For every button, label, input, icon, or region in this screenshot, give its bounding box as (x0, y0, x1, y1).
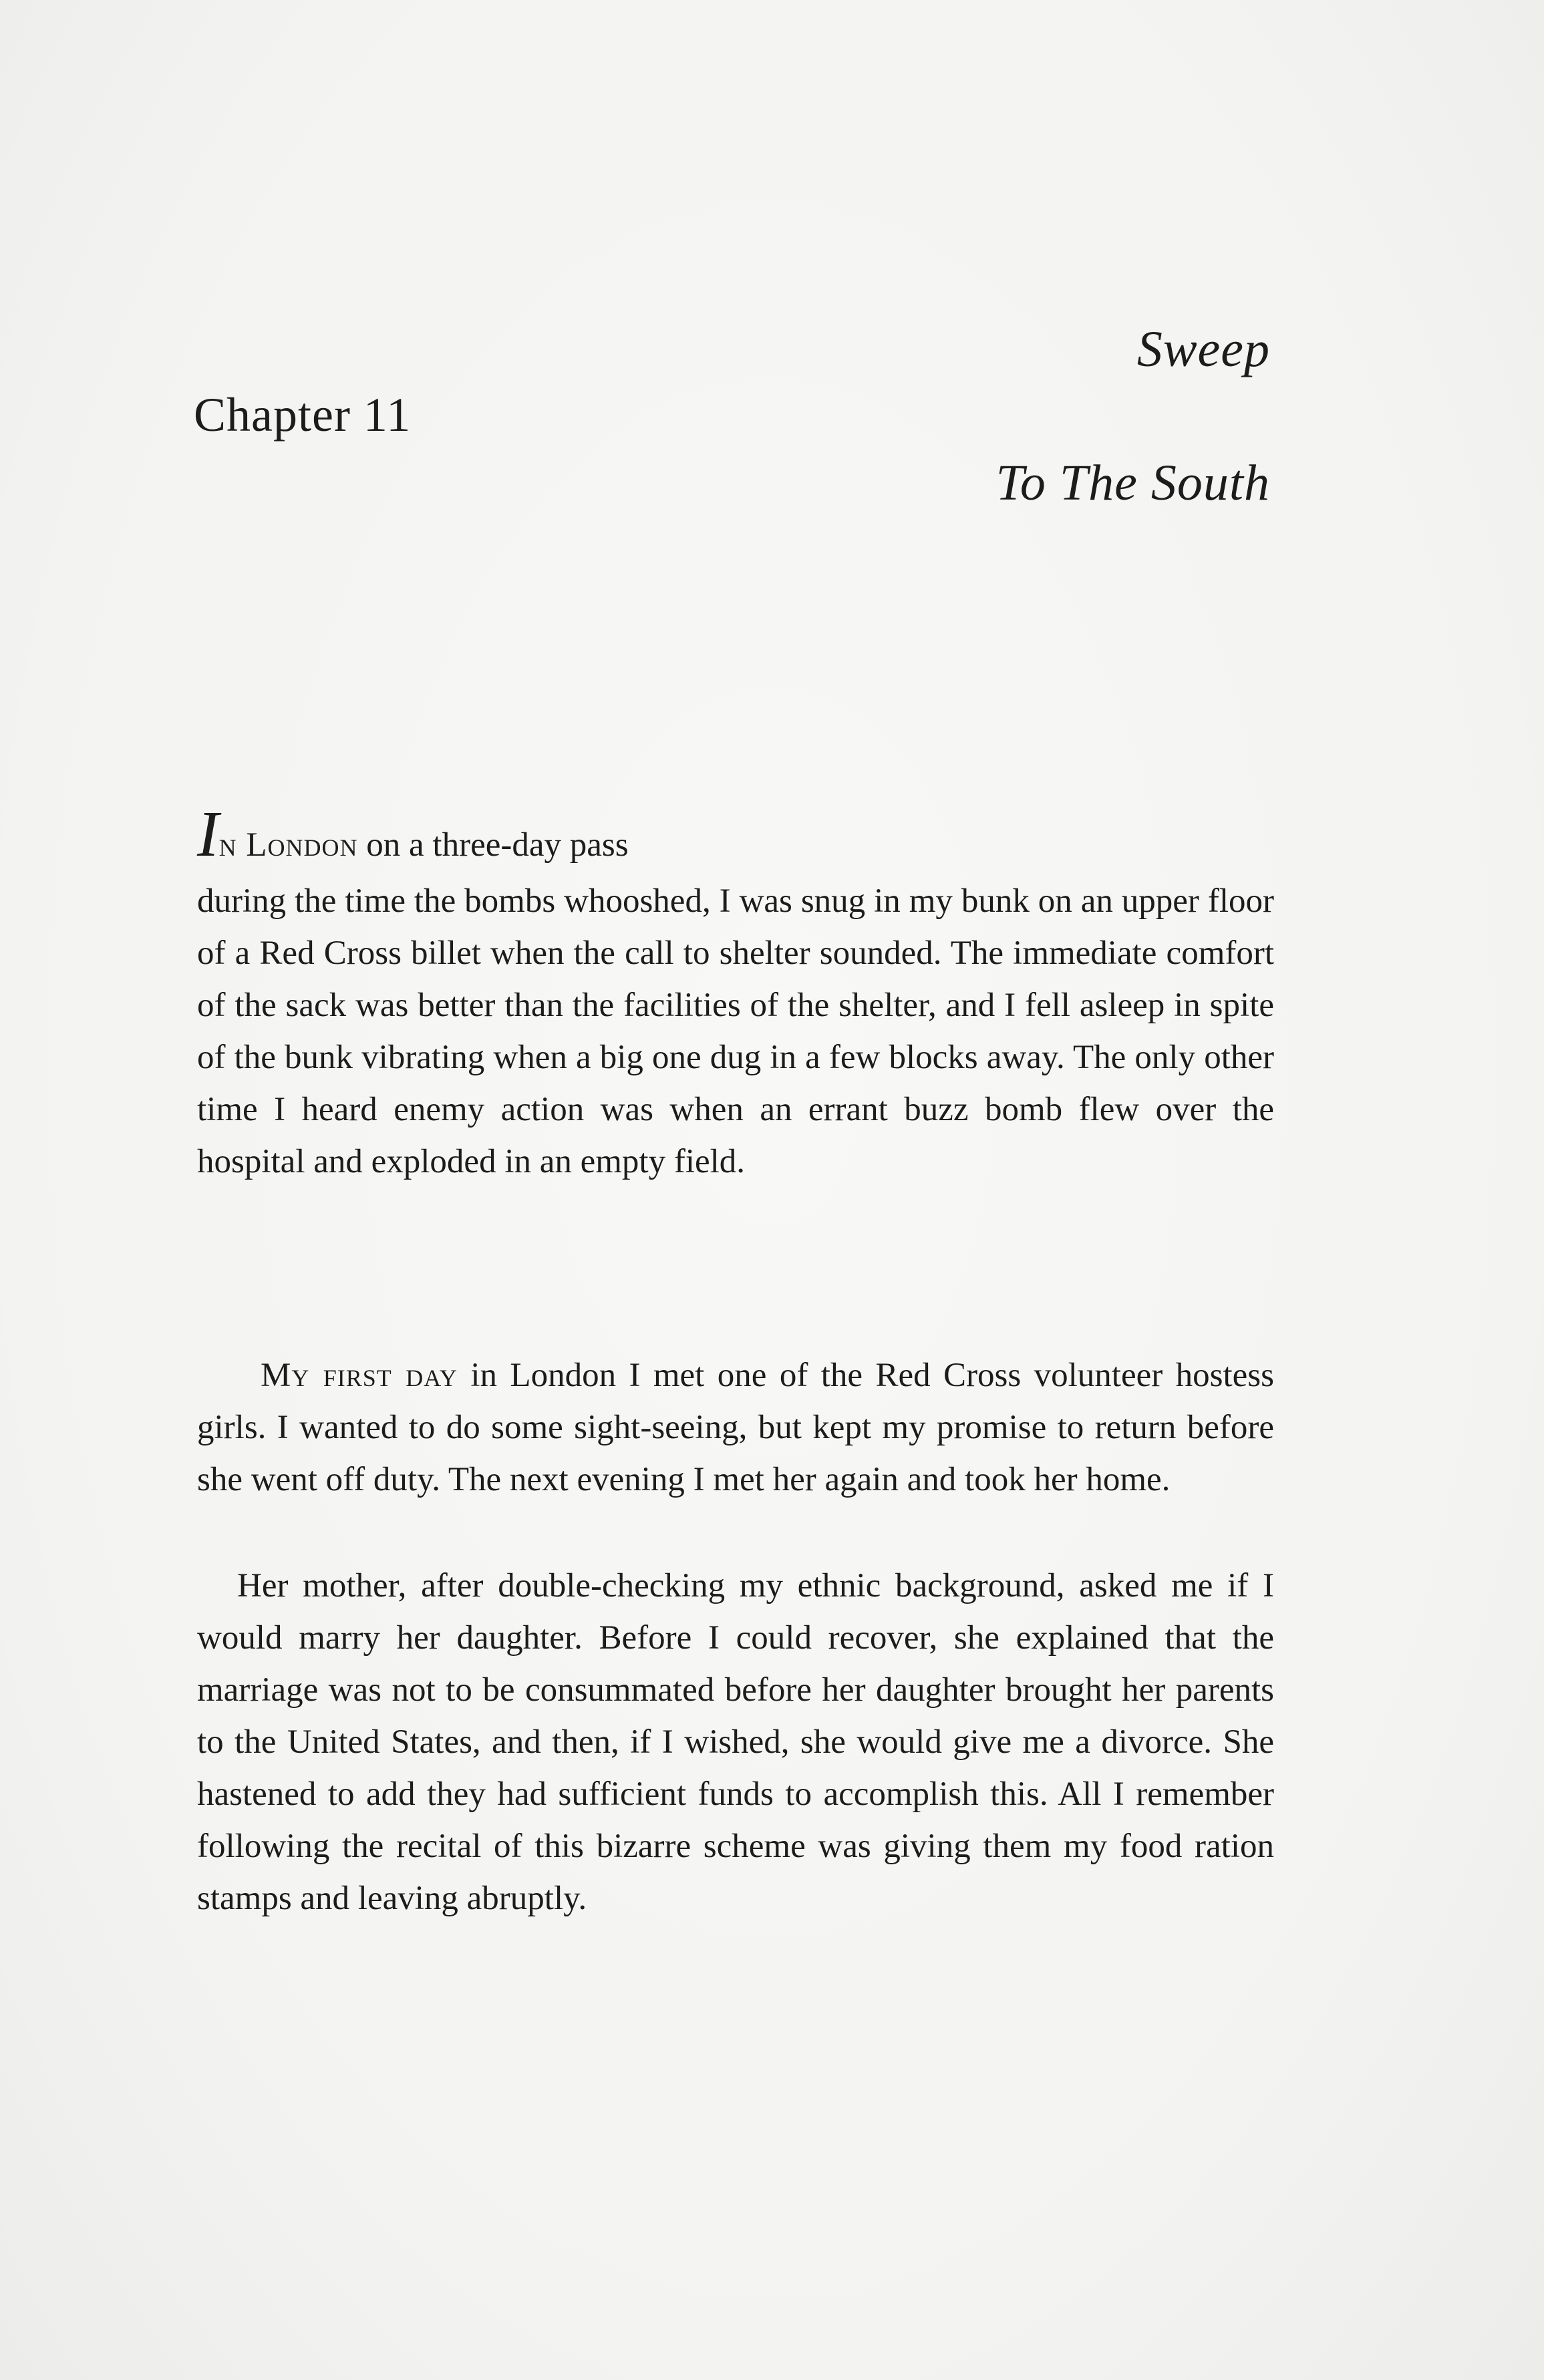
chapter-title-line-2: To The South (995, 455, 1270, 511)
paragraph-1-body: during the time the bombs whooshed, I was snug in my bunk on an upper floor of a Red Cross billet when the call to shelter sounded. The immediate comfort of the sack was better than the facilities of the shelter, and I fell asleep in spite of the bunk vibrating when a big one dug in a few blocks away. The only other time I heard enemy action was when an errant buzz bomb flew over the hospital and exploded in an empty field. (197, 882, 1274, 1180)
paragraph-2-smallcaps: My first day (261, 1357, 458, 1394)
chapter-title-line-1: Sweep (1136, 321, 1270, 377)
paragraph-1-first-line: on a three-day pass (357, 826, 629, 864)
paragraph-3 (197, 1560, 1274, 1924)
drop-cap: I (197, 798, 219, 870)
paragraph-3-body: Her mother, after double-checking my ethnic background, asked me if I would marry her daughter. Before I could recover, she explained that the marriage was not to be consummated before her daughter brought her parents to the United States, and then, if I wished, she would give me a divorce. She hastened to add they had sufficient funds to accomplish this. All I remember following the recital of this bizarre scheme was giving them my food ration stamps and leaving abruptly. (197, 1567, 1274, 1917)
paragraph-2 (197, 1349, 1274, 1506)
paragraph-1-opening (197, 798, 1274, 871)
paragraph-1-smallcaps: n London (218, 826, 358, 864)
chapter-number: Chapter 11 (194, 388, 412, 442)
paragraph-2-indent (197, 1357, 261, 1394)
paragraph-2-body: in London I met one of the Red Cross volunteer hostess girls. I wanted to do some sight-seeing, but kept my promise to return before she went off duty. The next evening I met her again and took her home. (197, 1357, 1274, 1498)
paragraph-1 (197, 798, 1274, 1188)
